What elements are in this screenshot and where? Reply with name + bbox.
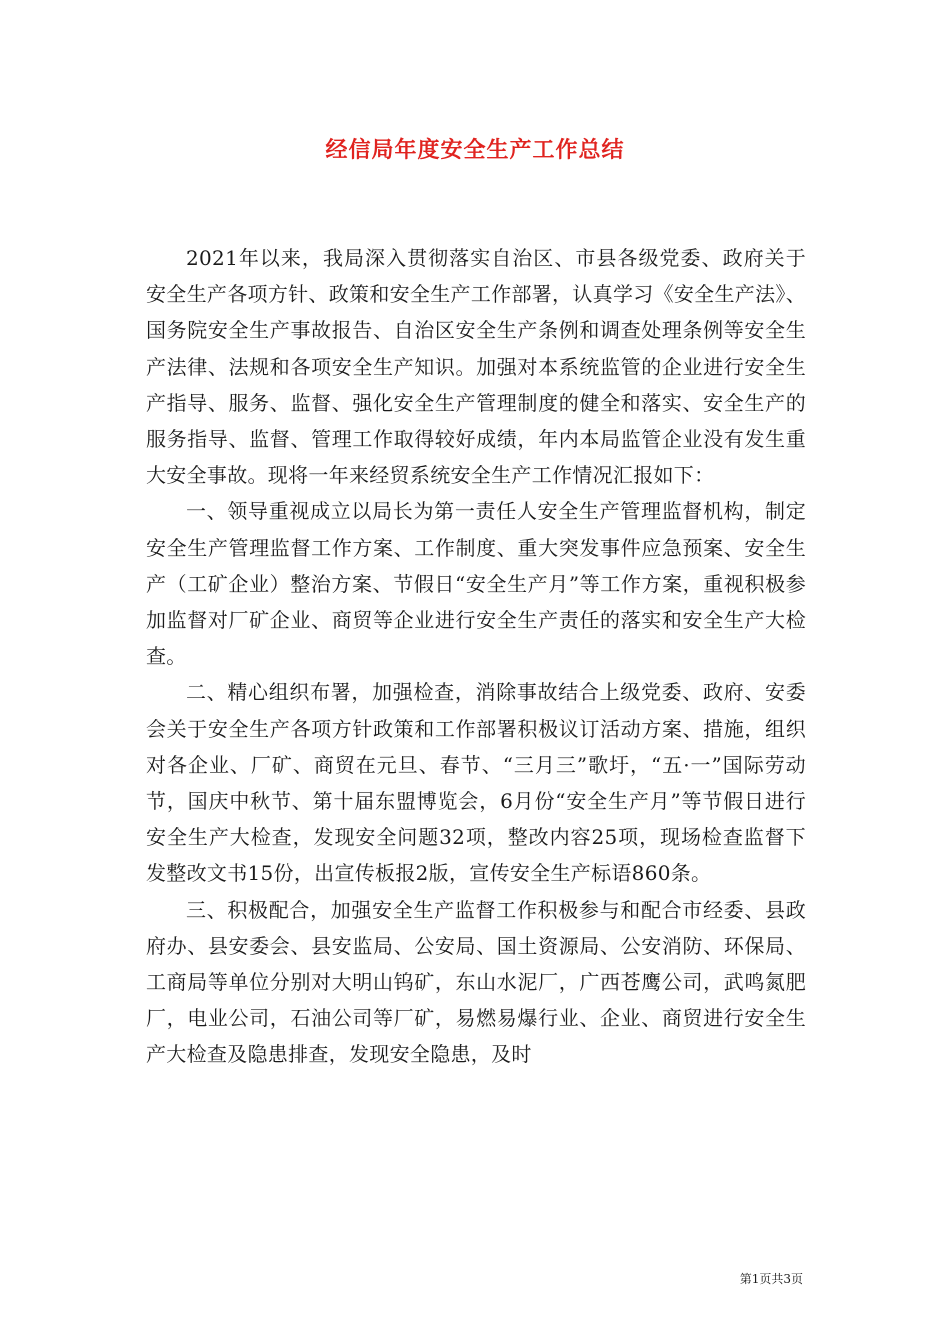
paragraph-section-3: 三、积极配合，加强安全生产监督工作积极参与和配合市经委、县政府办、县安委会、县安监局、公安局、国土资源局、公安消防、环保局、工商局等单位分别对大明山钨矿，东山水泥厂，广西苍鹰公司，武鸣氮肥厂，电业公司，石油公司等厂矿，易燃易爆行业、企业、商贸进行安全生产大检查及隐患排查，发现安全隐患，及时 bbox=[146, 897, 806, 1067]
paragraph-intro: 2021年以来，我局深入贯彻落实自治区、市县各级党委、政府关于安全生产各项方针、政策和安全生产工作部署，认真学习《安全生产法》、国务院安全生产事故报告、自治区安全生产条例和调查处理条例等安全生产法律、法规和各项安全生产知识。加强对本系统监管的企业进行安全生产指导、服务、监督、强化安全生产管理制度的健全和落实、安全生产的服务指导、监督、管理工作取得较好成绩，年内本局监管企业没有发生重大安全事故。现将一年来经贸系统安全生产工作情况汇报如下： bbox=[146, 246, 806, 488]
page-number: 第1页共3页 bbox=[739, 1272, 803, 1286]
document-body bbox=[146, 240, 806, 1073]
paragraph-section-2: 二、精心组织布署，加强检查，消除事故结合上级党委、政府、安委会关于安全生产各项方针政策和工作部署积极议订活动方案、措施，组织对各企业、厂矿、商贸在元旦、春节、“三月三”歌圩，“五·一”国际劳动节，国庆中秋节、第十届东盟博览会，6月份“安全生产月”等节假日进行安全生产大检查，发现安全问题32项，整改内容25项，现场检查监督下发整改文书15份，出宣传板报2版，宣传安全生产标语860条。 bbox=[146, 680, 806, 886]
document-title: 经信局年度安全生产工作总结 bbox=[325, 137, 625, 163]
paragraph-section-1: 一、领导重视成立以局长为第一责任人安全生产管理监督机构，制定安全生产管理监督工作方案、工作制度、重大突发事件应急预案、安全生产（工矿企业）整治方案、节假日“安全生产月”等工作方案，重视积极参加监督对厂矿企业、商贸等企业进行安全生产责任的落实和安全生产大检查。 bbox=[146, 499, 806, 669]
